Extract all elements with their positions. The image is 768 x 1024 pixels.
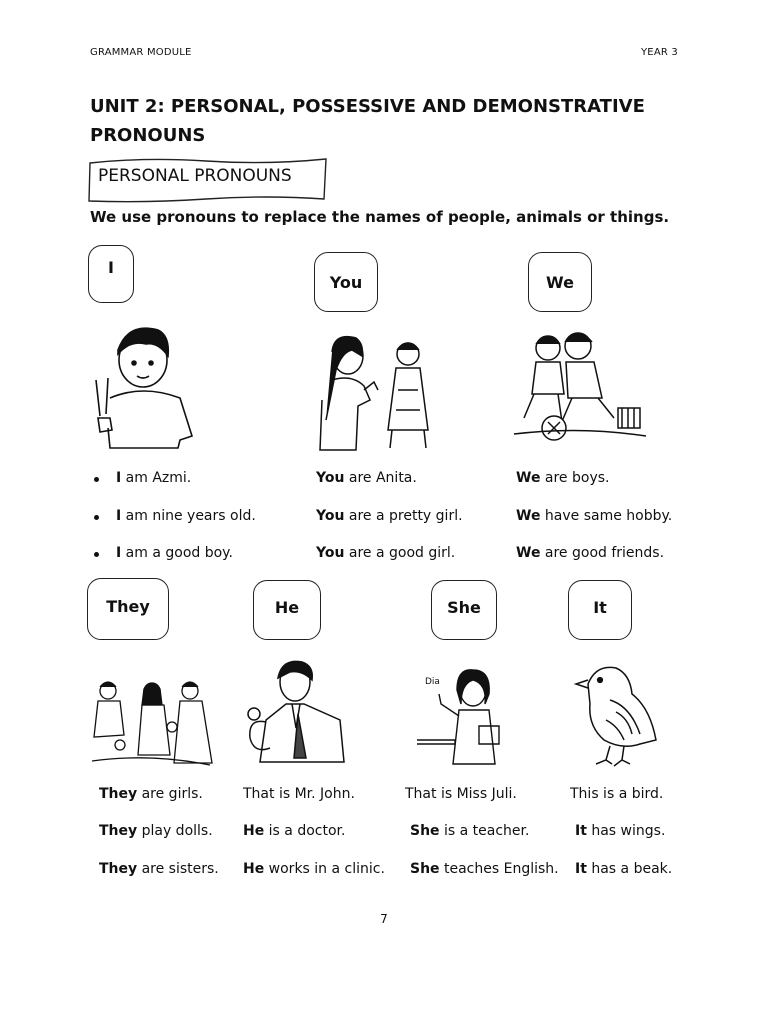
- sentence-i-3: I am a good boy.: [116, 545, 233, 561]
- sentence-we-3: We are good friends.: [516, 545, 665, 561]
- sentence-they-2: They play dolls.: [99, 823, 213, 839]
- pronoun-box-they: They: [87, 578, 169, 640]
- sentence-they-3: They are sisters.: [99, 861, 219, 877]
- header-year-label: YEAR 3: [641, 47, 678, 58]
- board-text: Dia: [425, 677, 440, 687]
- boy-azmi-illustration: [88, 318, 198, 453]
- intro-text: We use pronouns to replace the names of people, animals or things.: [90, 208, 670, 226]
- doctor-john-illustration: [240, 658, 345, 763]
- sentence-we-1: We are boys.: [516, 470, 610, 486]
- sentence-i-2: I am nine years old.: [116, 508, 256, 524]
- teacher-juli-illustration: [415, 660, 520, 765]
- sentence-it-3: It has a beak.: [575, 861, 673, 877]
- bullet-icon: [94, 515, 99, 520]
- page-number: 7: [380, 912, 388, 926]
- sentence-they-1: They are girls.: [99, 786, 203, 802]
- sentence-he-3: He works in a clinic.: [243, 861, 385, 877]
- girls-sisters-illustration: [90, 675, 215, 770]
- sentence-he-2: He is a doctor.: [243, 823, 346, 839]
- sentence-i-1: I am Azmi.: [116, 470, 192, 486]
- sentence-you-2: You are a pretty girl.: [316, 508, 463, 524]
- pronoun-box-she: She: [431, 580, 497, 640]
- sentence-she-1: That is Miss Juli.: [405, 786, 517, 802]
- sentence-he-1: That is Mr. John.: [243, 786, 355, 802]
- sentence-you-1: You are Anita.: [316, 470, 417, 486]
- pronoun-box-he: He: [253, 580, 321, 640]
- bullet-icon: [94, 552, 99, 557]
- pronoun-box-you: You: [314, 252, 378, 312]
- header-module-label: GRAMMAR MODULE: [90, 47, 192, 58]
- sentence-it-1: This is a bird.: [570, 786, 664, 802]
- sentence-you-3: You are a good girl.: [316, 545, 456, 561]
- bird-illustration: [570, 660, 665, 770]
- pronoun-box-i: I: [88, 245, 134, 303]
- sentence-it-2: It has wings.: [575, 823, 666, 839]
- sentence-she-2: She is a teacher.: [410, 823, 530, 839]
- pronoun-box-it: It: [568, 580, 632, 640]
- girls-anita-illustration: [312, 330, 437, 455]
- bullet-icon: [94, 477, 99, 482]
- sentence-she-3: She teaches English.: [410, 861, 559, 877]
- pronoun-box-we: We: [528, 252, 592, 312]
- boys-football-illustration: [510, 322, 650, 447]
- unit-title: UNIT 2: PERSONAL, POSSESSIVE AND DEMONSTRATIVE PRONOUNS: [90, 96, 645, 146]
- section-label: PERSONAL PRONOUNS: [98, 166, 292, 186]
- sentence-we-2: We have same hobby.: [516, 508, 673, 524]
